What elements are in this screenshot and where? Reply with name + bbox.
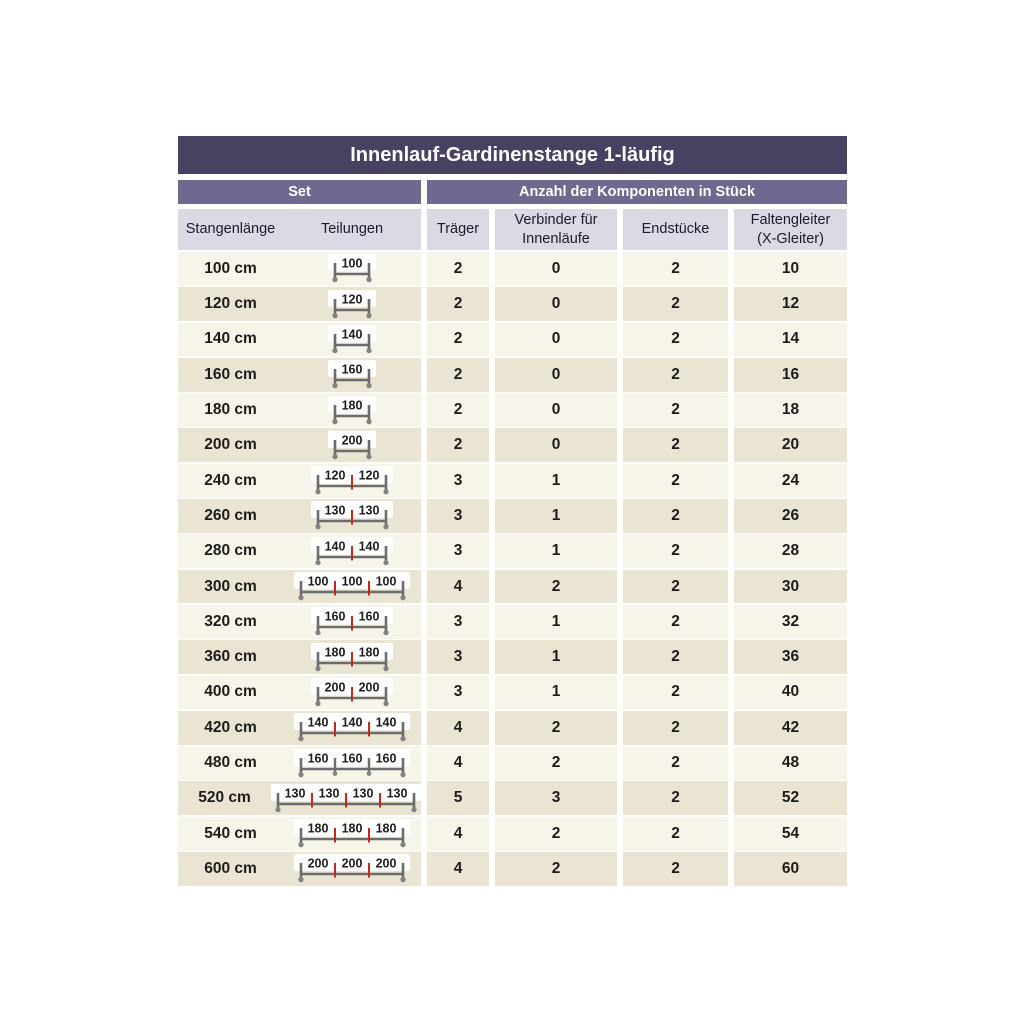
set-cell <box>178 640 421 674</box>
svg-text:140: 140 <box>358 539 380 554</box>
teilungen-diagram-icon <box>328 360 376 389</box>
endstuecke-value: 2 <box>623 570 728 604</box>
svg-text:200: 200 <box>307 856 329 871</box>
svg-text:130: 130 <box>324 503 346 518</box>
teilungen-diagram-icon <box>328 325 376 354</box>
faltengleiter-value: 24 <box>734 464 847 498</box>
endstuecke-value: 2 <box>623 287 728 321</box>
stangenlaenge-value: 400 cm <box>204 683 257 701</box>
faltengleiter-value: 12 <box>734 287 847 321</box>
endstuecke-value: 2 <box>623 676 728 710</box>
teilungen-cell <box>283 431 421 460</box>
set-cell <box>178 464 421 498</box>
traeger-value: 4 <box>427 852 489 886</box>
svg-text:130: 130 <box>352 786 374 801</box>
verbinder-value: 0 <box>495 323 617 357</box>
table-body <box>178 252 847 886</box>
teilungen-cell <box>283 819 421 848</box>
endstuecke-value: 2 <box>623 428 728 462</box>
verbinder-value: 0 <box>495 287 617 321</box>
column-header-traeger: Träger <box>427 209 489 250</box>
set-cell <box>178 605 421 639</box>
faltengleiter-value: 20 <box>734 428 847 462</box>
traeger-value: 2 <box>427 252 489 286</box>
verbinder-value: 1 <box>495 534 617 568</box>
teilungen-diagram-icon <box>311 501 393 530</box>
traeger-value: 5 <box>427 781 489 815</box>
teilungen-cell <box>283 749 421 778</box>
verbinder-value: 3 <box>495 781 617 815</box>
stangenlaenge-value: 600 cm <box>204 859 257 877</box>
table-row <box>178 640 847 674</box>
traeger-value: 2 <box>427 393 489 427</box>
svg-text:130: 130 <box>386 786 408 801</box>
svg-text:140: 140 <box>375 715 397 730</box>
set-cell <box>178 570 421 604</box>
set-cell <box>178 746 421 780</box>
svg-text:180: 180 <box>307 821 329 836</box>
endstuecke-value: 2 <box>623 393 728 427</box>
stangenlaenge-value: 160 cm <box>204 365 257 383</box>
traeger-value: 3 <box>427 534 489 568</box>
table-row <box>178 428 847 462</box>
svg-text:180: 180 <box>341 398 363 413</box>
endstuecke-value: 2 <box>623 746 728 780</box>
set-cell <box>178 287 421 321</box>
teilungen-cell <box>283 501 421 530</box>
traeger-value: 2 <box>427 358 489 392</box>
teilungen-diagram-icon <box>328 290 376 319</box>
table-row <box>178 817 847 851</box>
teilungen-diagram-icon <box>311 466 393 495</box>
teilungen-cell <box>283 537 421 566</box>
table-row <box>178 852 847 886</box>
table-row <box>178 499 847 533</box>
stangenlaenge-value: 520 cm <box>198 789 251 807</box>
svg-text:120: 120 <box>358 468 380 483</box>
verbinder-value: 1 <box>495 605 617 639</box>
stangenlaenge-value: 260 cm <box>204 506 257 524</box>
verbinder-value: 2 <box>495 711 617 745</box>
column-header-set-cell <box>178 209 421 250</box>
teilungen-diagram-icon <box>294 713 410 742</box>
teilungen-cell <box>283 643 421 672</box>
table-row <box>178 393 847 427</box>
teilungen-cell <box>283 466 421 495</box>
set-cell <box>178 817 421 851</box>
traeger-value: 3 <box>427 640 489 674</box>
traeger-value: 4 <box>427 817 489 851</box>
endstuecke-value: 2 <box>623 464 728 498</box>
traeger-value: 3 <box>427 676 489 710</box>
table-row <box>178 464 847 498</box>
faltengleiter-value: 26 <box>734 499 847 533</box>
endstuecke-value: 2 <box>623 711 728 745</box>
svg-text:160: 160 <box>307 751 329 766</box>
table-row <box>178 323 847 357</box>
set-cell <box>178 252 421 286</box>
svg-text:130: 130 <box>284 786 306 801</box>
teilungen-cell <box>283 254 421 283</box>
teilungen-cell <box>283 572 421 601</box>
teilungen-diagram-icon <box>311 643 393 672</box>
set-cell <box>178 358 421 392</box>
table-row <box>178 781 847 815</box>
table-row <box>178 676 847 710</box>
teilungen-diagram-icon <box>294 819 410 848</box>
table-row <box>178 711 847 745</box>
column-header-faltengleiter-line2: (X-Gleiter) <box>757 230 824 247</box>
column-header-faltengleiter-line1: Faltengleiter <box>750 211 831 228</box>
faltengleiter-value: 52 <box>734 781 847 815</box>
svg-text:180: 180 <box>341 821 363 836</box>
column-header-faltengleiter <box>734 209 847 250</box>
svg-text:160: 160 <box>324 609 346 624</box>
set-cell <box>178 393 421 427</box>
traeger-value: 4 <box>427 570 489 604</box>
faltengleiter-value: 28 <box>734 534 847 568</box>
group-header-components: Anzahl der Komponenten in Stück <box>427 180 847 204</box>
group-header-set: Set <box>178 180 421 204</box>
table-row <box>178 358 847 392</box>
svg-text:100: 100 <box>307 574 329 589</box>
endstuecke-value: 2 <box>623 852 728 886</box>
teilungen-diagram-icon <box>294 854 410 883</box>
table-row <box>178 605 847 639</box>
stangenlaenge-value: 120 cm <box>204 295 257 313</box>
teilungen-cell <box>283 325 421 354</box>
faltengleiter-value: 32 <box>734 605 847 639</box>
table-row <box>178 287 847 321</box>
teilungen-cell <box>283 854 421 883</box>
verbinder-value: 0 <box>495 428 617 462</box>
set-cell <box>178 711 421 745</box>
verbinder-value: 2 <box>495 570 617 604</box>
table-title: Innenlauf-Gardinenstange 1-läufig <box>178 136 847 174</box>
svg-text:180: 180 <box>324 645 346 660</box>
faltengleiter-value: 54 <box>734 817 847 851</box>
svg-text:130: 130 <box>358 503 380 518</box>
group-header-row <box>178 180 847 204</box>
column-header-verbinder-line1: Verbinder für <box>514 211 598 228</box>
set-cell <box>178 534 421 568</box>
teilungen-diagram-icon <box>294 572 410 601</box>
set-cell <box>178 323 421 357</box>
faltengleiter-value: 10 <box>734 252 847 286</box>
endstuecke-value: 2 <box>623 358 728 392</box>
traeger-value: 2 <box>427 428 489 462</box>
verbinder-value: 1 <box>495 640 617 674</box>
svg-text:180: 180 <box>375 821 397 836</box>
verbinder-value: 0 <box>495 252 617 286</box>
teilungen-diagram-icon <box>294 749 410 778</box>
traeger-value: 4 <box>427 711 489 745</box>
faltengleiter-value: 30 <box>734 570 847 604</box>
stangenlaenge-value: 540 cm <box>204 824 257 842</box>
traeger-value: 3 <box>427 464 489 498</box>
svg-text:120: 120 <box>341 292 363 307</box>
traeger-value: 3 <box>427 499 489 533</box>
teilungen-cell <box>283 607 421 636</box>
verbinder-value: 2 <box>495 746 617 780</box>
component-table <box>178 136 847 887</box>
stangenlaenge-value: 240 cm <box>204 471 257 489</box>
svg-text:180: 180 <box>358 645 380 660</box>
teilungen-cell <box>283 396 421 425</box>
table-row <box>178 534 847 568</box>
svg-text:100: 100 <box>341 574 363 589</box>
stangenlaenge-value: 180 cm <box>204 401 257 419</box>
verbinder-value: 0 <box>495 393 617 427</box>
svg-text:140: 140 <box>341 327 363 342</box>
svg-text:120: 120 <box>324 468 346 483</box>
endstuecke-value: 2 <box>623 252 728 286</box>
column-header-stangenlaenge: Stangenlänge <box>185 221 276 238</box>
teilungen-diagram-icon <box>311 537 393 566</box>
svg-text:130: 130 <box>318 786 340 801</box>
traeger-value: 2 <box>427 287 489 321</box>
endstuecke-value: 2 <box>623 534 728 568</box>
faltengleiter-value: 14 <box>734 323 847 357</box>
stangenlaenge-value: 300 cm <box>204 577 257 595</box>
teilungen-cell <box>283 290 421 319</box>
svg-text:160: 160 <box>341 751 363 766</box>
stangenlaenge-value: 420 cm <box>204 718 257 736</box>
faltengleiter-value: 60 <box>734 852 847 886</box>
teilungen-diagram-icon <box>328 396 376 425</box>
endstuecke-value: 2 <box>623 605 728 639</box>
verbinder-value: 1 <box>495 499 617 533</box>
svg-text:140: 140 <box>307 715 329 730</box>
teilungen-cell <box>283 360 421 389</box>
verbinder-value: 1 <box>495 676 617 710</box>
traeger-value: 4 <box>427 746 489 780</box>
teilungen-diagram-icon <box>311 607 393 636</box>
stangenlaenge-value: 100 cm <box>204 259 257 277</box>
stangenlaenge-value: 480 cm <box>204 754 257 772</box>
teilungen-cell <box>283 713 421 742</box>
set-cell <box>178 852 421 886</box>
svg-text:160: 160 <box>341 362 363 377</box>
svg-text:200: 200 <box>324 680 346 695</box>
column-header-row <box>178 209 847 250</box>
column-header-endstuecke: Endstücke <box>623 209 728 250</box>
endstuecke-value: 2 <box>623 640 728 674</box>
stangenlaenge-value: 200 cm <box>204 436 257 454</box>
table-row <box>178 252 847 286</box>
svg-text:200: 200 <box>375 856 397 871</box>
traeger-value: 2 <box>427 323 489 357</box>
faltengleiter-value: 18 <box>734 393 847 427</box>
verbinder-value: 2 <box>495 852 617 886</box>
teilungen-cell <box>271 784 421 813</box>
set-cell <box>178 676 421 710</box>
svg-text:200: 200 <box>341 433 363 448</box>
teilungen-diagram-icon <box>328 431 376 460</box>
stangenlaenge-value: 280 cm <box>204 542 257 560</box>
endstuecke-value: 2 <box>623 817 728 851</box>
verbinder-value: 2 <box>495 817 617 851</box>
endstuecke-value: 2 <box>623 781 728 815</box>
column-header-verbinder-line2: Innenläufe <box>522 230 590 247</box>
faltengleiter-value: 40 <box>734 676 847 710</box>
table-row <box>178 746 847 780</box>
svg-text:160: 160 <box>375 751 397 766</box>
stangenlaenge-value: 360 cm <box>204 648 257 666</box>
stangenlaenge-value: 140 cm <box>204 330 257 348</box>
svg-text:140: 140 <box>341 715 363 730</box>
table-row <box>178 570 847 604</box>
teilungen-diagram-icon <box>271 784 421 813</box>
teilungen-diagram-icon <box>311 678 393 707</box>
svg-text:200: 200 <box>358 680 380 695</box>
svg-text:100: 100 <box>341 256 363 271</box>
column-header-teilungen: Teilungen <box>320 221 384 238</box>
endstuecke-value: 2 <box>623 499 728 533</box>
faltengleiter-value: 42 <box>734 711 847 745</box>
stangenlaenge-value: 320 cm <box>204 612 257 630</box>
set-cell <box>178 499 421 533</box>
set-cell <box>178 428 421 462</box>
svg-text:140: 140 <box>324 539 346 554</box>
teilungen-cell <box>283 678 421 707</box>
svg-text:200: 200 <box>341 856 363 871</box>
traeger-value: 3 <box>427 605 489 639</box>
svg-text:100: 100 <box>375 574 397 589</box>
endstuecke-value: 2 <box>623 323 728 357</box>
column-header-verbinder <box>495 209 617 250</box>
faltengleiter-value: 36 <box>734 640 847 674</box>
faltengleiter-value: 16 <box>734 358 847 392</box>
svg-text:160: 160 <box>358 609 380 624</box>
teilungen-diagram-icon <box>328 254 376 283</box>
verbinder-value: 1 <box>495 464 617 498</box>
faltengleiter-value: 48 <box>734 746 847 780</box>
verbinder-value: 0 <box>495 358 617 392</box>
set-cell <box>178 781 421 815</box>
